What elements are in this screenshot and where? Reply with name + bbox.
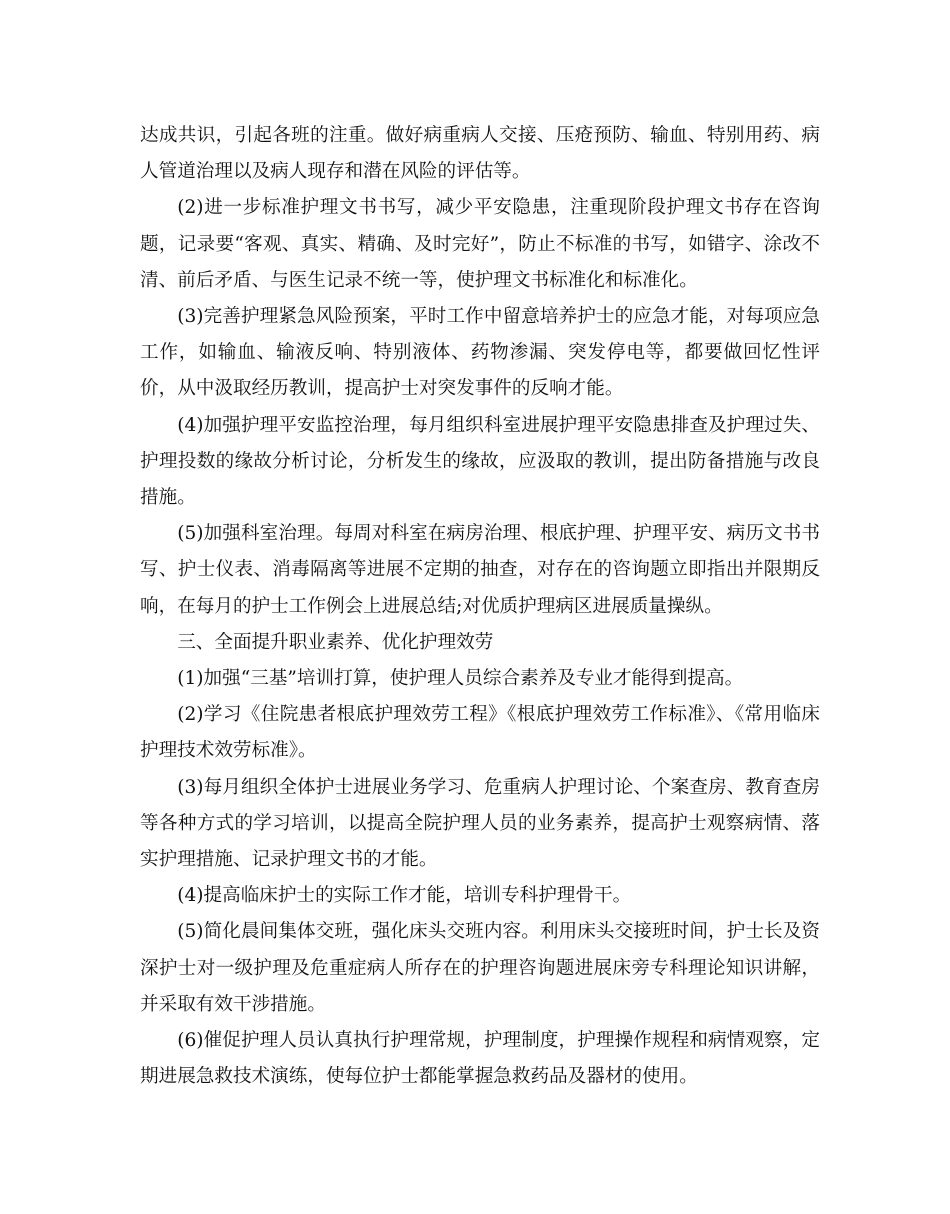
paragraph-item-3-emergency-plan: (3)完善护理紧急风险预案，平时工作中留意培养护士的应急才能，对每项应急工作，如输血、输液反响、特别液体、药物渗漏、突发停电等，都要做回忆性评价，从中汲取经历教训，提高护士对突发事件的反响才能。 — [140, 306, 820, 400]
paragraph-item-5-department-management: (5)加强科室治理。每周对科室在病房治理、根底护理、护理平安、病历文书书写、护士仪表、消毒隔离等进展不定期的抽查，对存在的咨询题立即指出并限期反响，在每月的护士工作例会上进展总结;对优质护理病区进展质量操纵。 — [140, 523, 820, 617]
section-heading-3: 三、全面提升职业素养、优化护理效劳 — [177, 631, 494, 653]
paragraph-item-6-routine-execution: (6)催促护理人员认真执行护理常规，护理制度，护理操作规程和病情观察，定期进展急救技术演练，使每位护士都能掌握急救药品及器材的使用。 — [140, 1030, 820, 1088]
paragraph-item-2-documentation: (2)进一步标准护理文书书写，减少平安隐患，注重现阶段护理文书存在咨询题，记录要“客观、真实、精确、及时完好”，防止不标准的书写，如错字、涂改不清、前后矛盾、与医生记录不统一等，使护理文书标准化和标准化。 — [140, 197, 820, 291]
document-body — [140, 118, 820, 1095]
paragraph-continuation: 达成共识，引起各班的注重。做好病重病人交接、压疮预防、输血、特别用药、病人管道治理以及病人现存和潜在风险的评估等。 — [140, 125, 820, 183]
paragraph-item-5-shift-handover: (5)简化晨间集体交班，强化床头交班内容。利用床头交接班时间，护士长及资深护士对一级护理及危重症病人所存在的护理咨询题进展床旁专科理论知识讲解，并采取有效干涉措施。 — [140, 921, 820, 1015]
paragraph-item-4-clinical-ability: (4)提高临床护士的实际工作才能，培训专科护理骨干。 — [177, 885, 632, 907]
paragraph-item-2-study-standards: (2)学习《住院患者根底护理效劳工程》《根底护理效劳工作标准》、《常用临床护理技术效劳标准》。 — [140, 704, 820, 762]
paragraph-item-3-monthly-learning: (3)每月组织全体护士进展业务学习、危重病人护理讨论、个案查房、教育查房等各种方式的学习培训，以提高全院护理人员的业务素养，提高护士观察病情、落实护理措施、记录护理文书的才能。 — [140, 776, 820, 871]
paragraph-item-4-safety-monitoring: (4)加强护理平安监控治理，每月组织科室进展护理平安隐患排查及护理过失、护理投数的缘故分析讨论，分析发生的缘故，应汲取的教训，提出防备措施与改良措施。 — [140, 414, 820, 509]
paragraph-item-1-training: (1)加强“三基”培训打算，使护理人员综合素养及专业才能得到提高。 — [177, 668, 744, 690]
